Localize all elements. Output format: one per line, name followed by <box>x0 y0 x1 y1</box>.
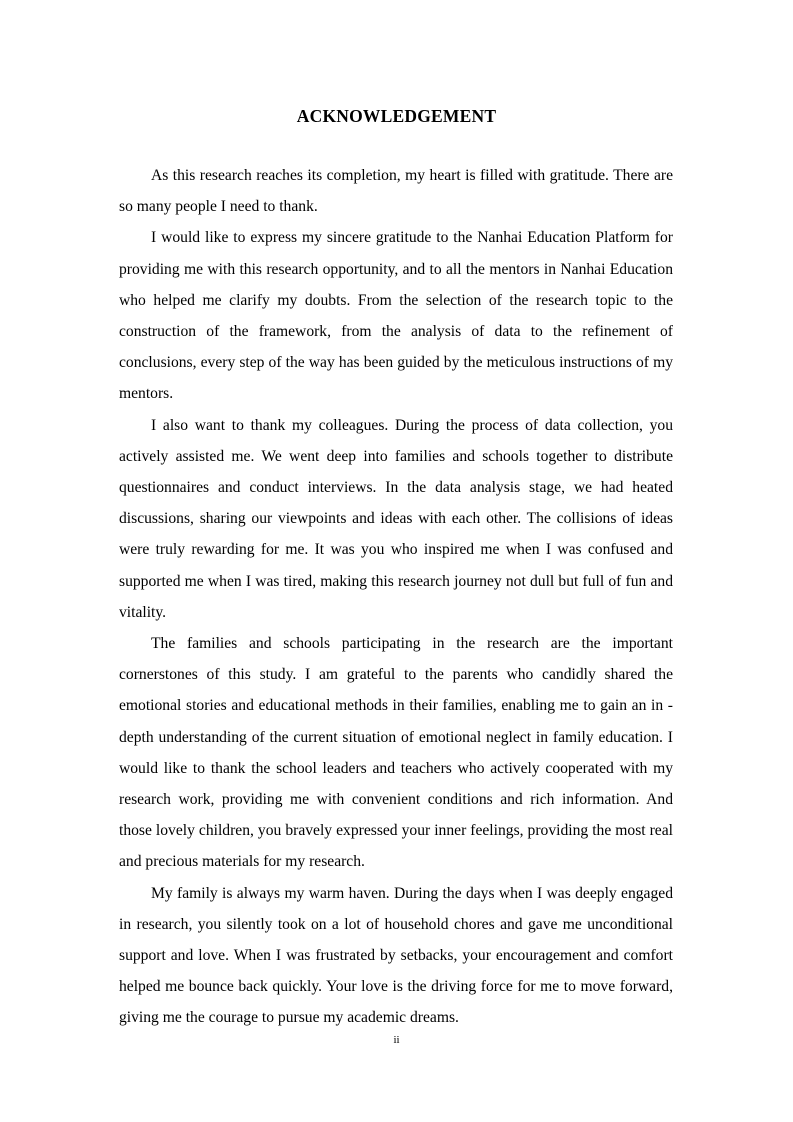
paragraph-family: My family is always my warm haven. During the days when I was deeply engaged in research, you silently took on a lot of household chores and gave me unconditional support and love. When I was frustrated by setbacks, your encouragement and comfort helped me bounce back quickly. Your love is the driving force for me to move forward, giving me the courage to pursue my academic dreams. <box>119 884 673 1027</box>
page-title: ACKNOWLEDGEMENT <box>296 106 497 126</box>
paragraph-families-schools: The families and schools participating in the research are the important cornerstones of this study. I am grateful to the parents who candidly shared the emotional stories and educational methods in their families, enabling me to gain an in - depth understanding of the current situation of emotional neglect in family education. I would like to thank the school leaders and teachers who actively cooperated with my research work, providing me with convenient conditions and rich information. And those lovely children, you bravely expressed your inner feelings, providing the most real and precious materials for my research. <box>119 635 673 871</box>
paragraph-gratitude-intro: As this research reaches its completion, my heart is filled with gratitude. There are so many people I need to thank. <box>119 167 673 216</box>
paragraph-colleagues: I also want to thank my colleagues. During the process of data collection, you actively assisted me. We went deep into families and schools together to distribute questionnaires and conduct interviews. In the data analysis stage, we had heated discussions, sharing our viewpoints and ideas with each other. The collisions of ideas were truly rewarding for me. It was you who inspired me when I was confused and supported me when I was tired, making this research journey not dull but full of fun and vitality. <box>119 416 673 621</box>
acknowledgement-body <box>119 160 673 1034</box>
paragraph-mentors: I would like to express my sincere gratitude to the Nanhai Education Platform for providing me with this research opportunity, and to all the mentors in Nanhai Education who helped me clarify my doubts. From the selection of the research topic to the construction of the framework, from the analysis of data to the refinement of conclusions, every step of the way has been guided by the meticulous instructions of my mentors. <box>119 229 673 403</box>
page-number: ii <box>393 1034 400 1046</box>
